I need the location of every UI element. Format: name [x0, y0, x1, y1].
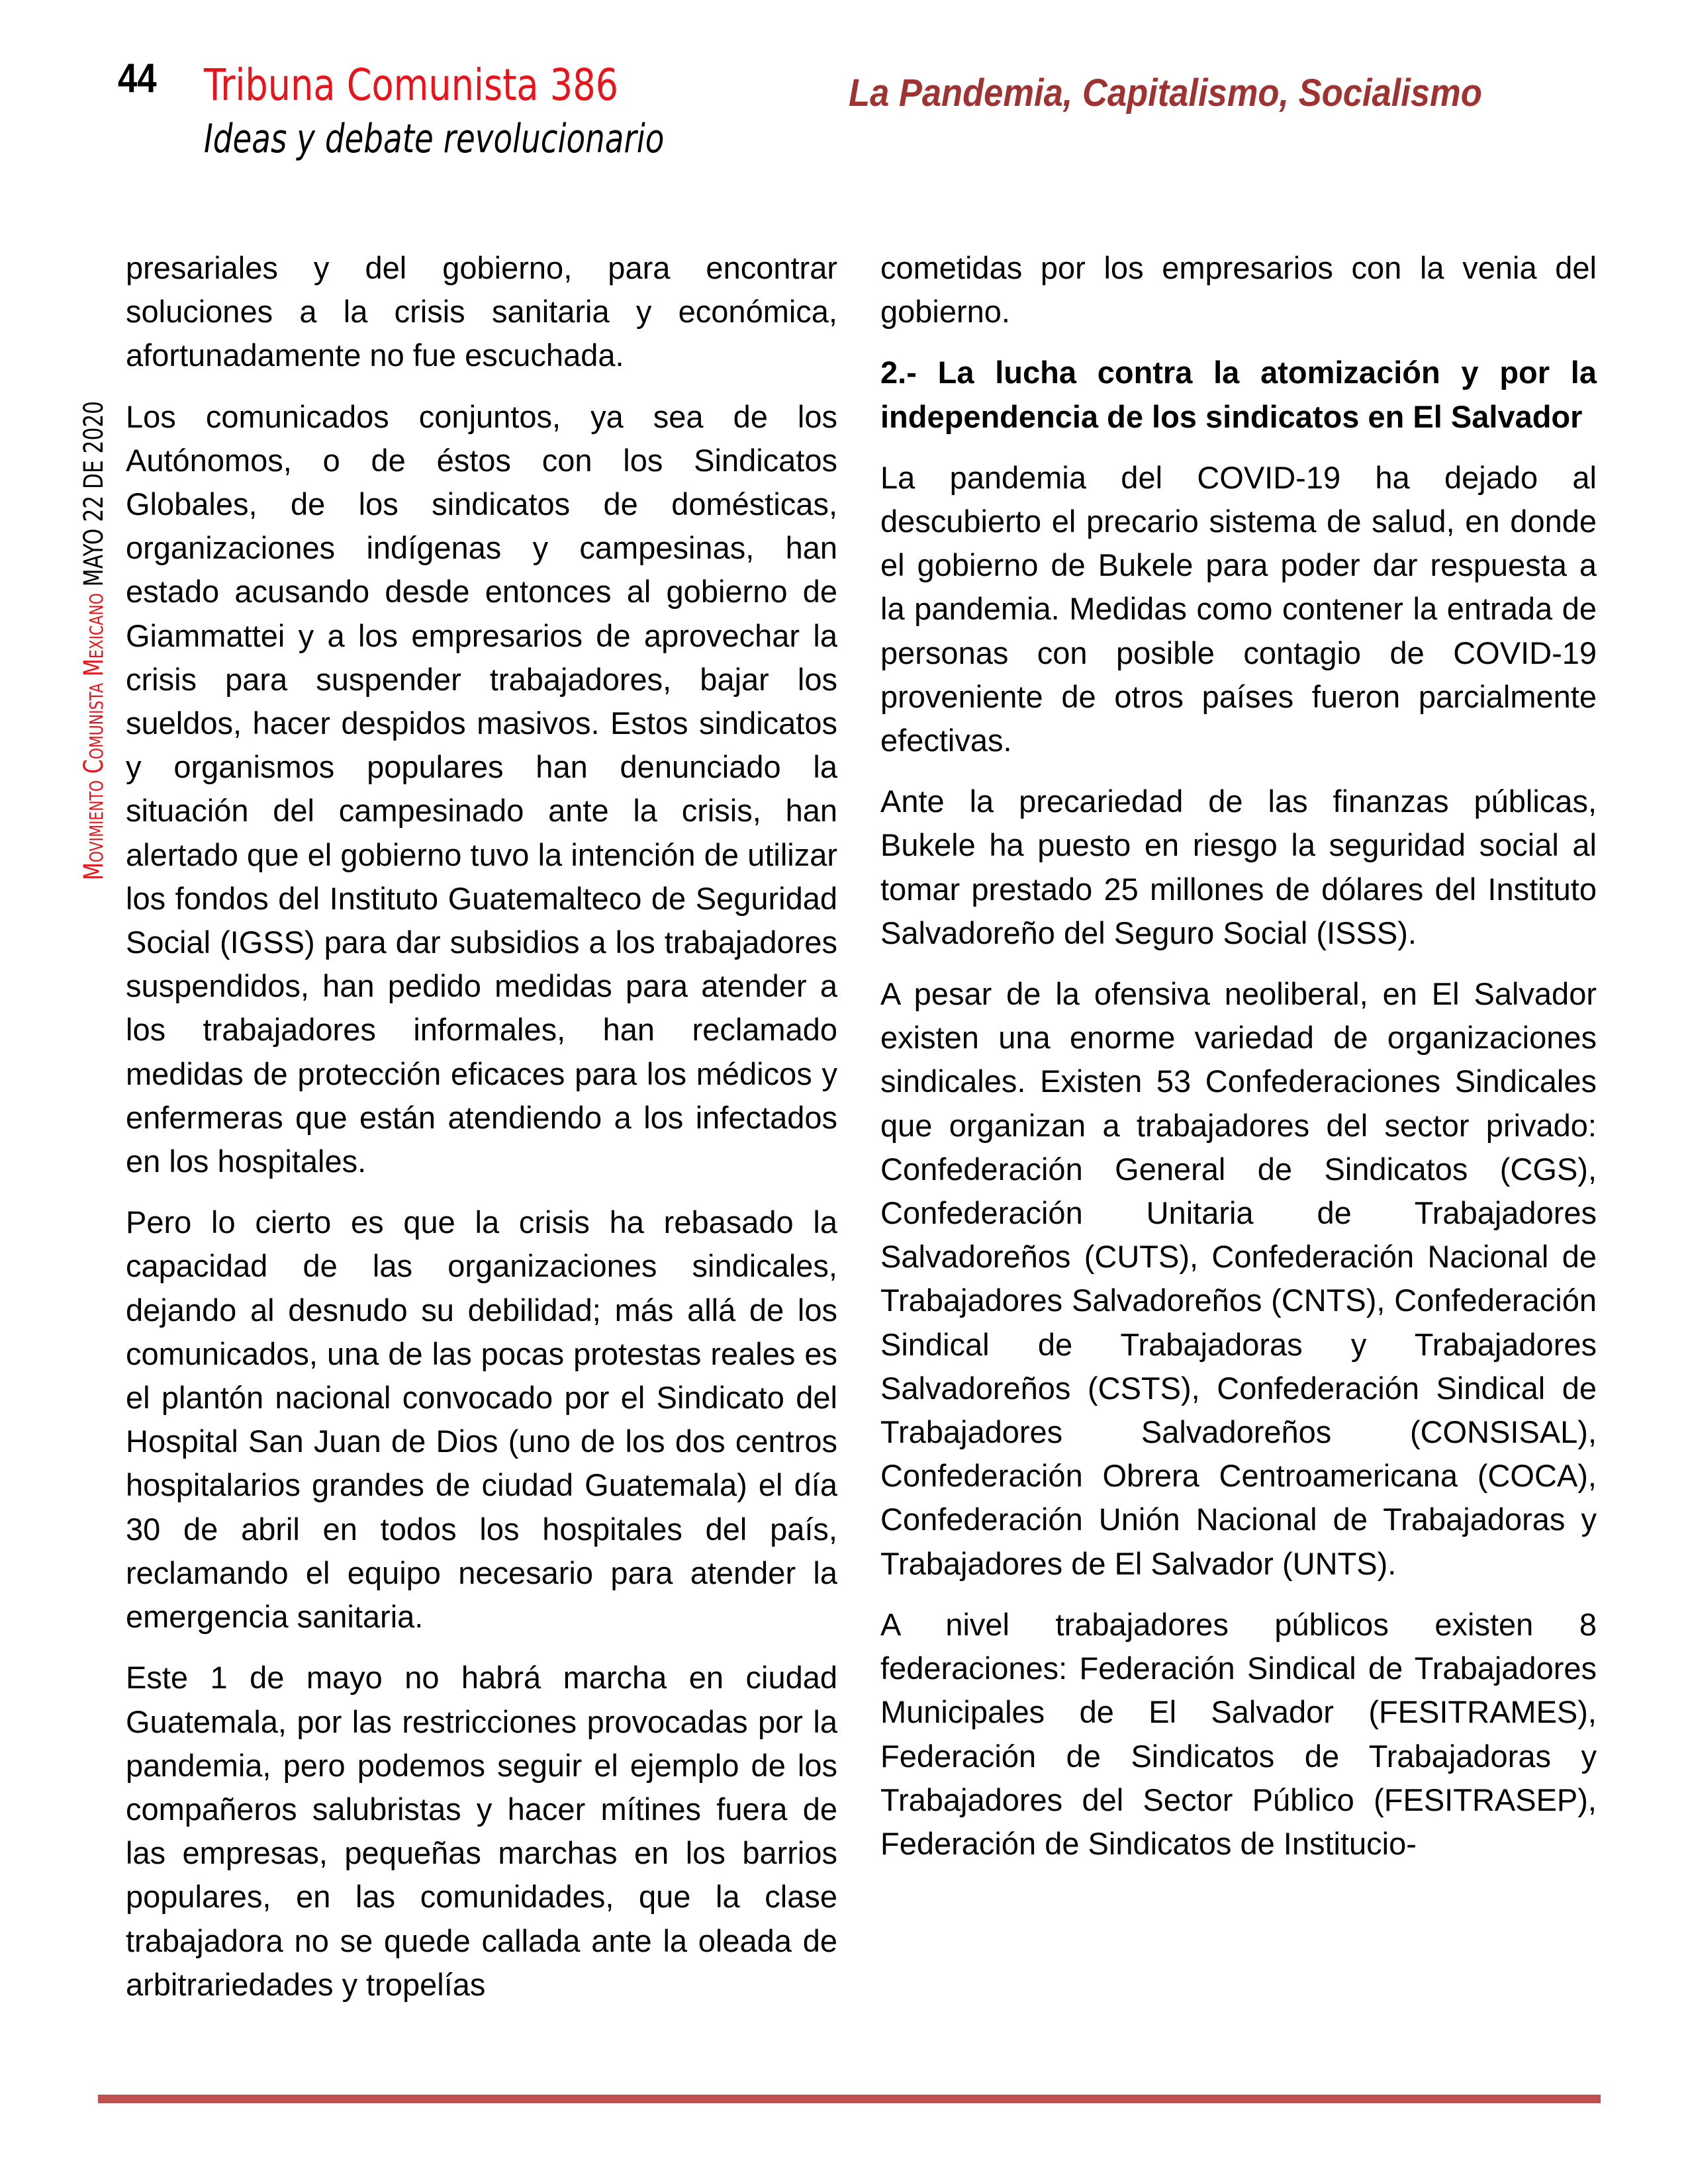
paragraph: A pesar de la ofensiva neoliberal, en El Salvador existen una enorme variedad de organizaciones sindicales. Existen 53 Confederaciones Sindicales que organizan a trabajadores del sector privado: Confederación General de Sindicatos (CGS), Confederación Unitaria de Trabajadores Salvadoreños (CUTS), Confederación Nacional de Trabajadores Salvadoreños (CNTS), Confederación Sindical de Trabajadoras y Trabajadores Salvadoreños (CSTS), Confederación Sindical de Trabajadores Salvadoreños (CONSISAL), Confederación Obrera Centroamericana (COCA), Confederación Unión Nacional de Trabajadoras y Trabajadores de El Salvador (UNTS).	[880, 976, 1597, 1581]
magazine-title: Tribuna Comunista 386	[204, 60, 619, 111]
section-title: La Pandemia, Capitalismo, Socialismo	[849, 71, 1482, 114]
issue-date: MAYO 22 DE 2020	[79, 400, 109, 587]
paragraph: A nivel trabajadores públicos existen 8 federaciones: Federación Sindical de Trabajadores Municipales de El Salvador (FESITRAMES), Federación de Sindicatos de Trabajadoras y Trabajadores del Sector Público (FESITRASEP), Federación de Sindicatos de Institucio-	[880, 1606, 1597, 1861]
magazine-subtitle: Ideas y debate revolucionario	[204, 116, 665, 162]
paragraph: Pero lo cierto es que la crisis ha rebasado la capacidad de las organizaciones sindicales, dejando al desnudo su debilidad; más allá de los comunicados, una de las pocas protestas reales es el plantón nacional convocado por el Sindicato del Hospital San Juan de Dios (uno de los dos centros hospitalarios grandes de ciudad Guatemala) el día 30 de abril en todos los hospitales del país, reclamando el equipo necesario para atender la emergencia sanitaria.	[126, 1205, 837, 1635]
section-heading: 2.- La lucha contra la atomización y por la independencia de los sindicatos en El Salvador	[880, 355, 1597, 434]
paragraph: Los comunicados conjuntos, ya sea de los Autónomos, o de éstos con los Sindicatos Globales, de los sindicatos de domésticas, organizaciones indígenas y campesinas, han estado acusando desde entonces al gobierno de Giammattei y a los empresarios de aprovechar la crisis para suspender trabajadores, bajar los sueldos, hacer despidos masivos. Estos sindicatos y organismos populares han denunciado la situación del campesinado ante la crisis, han alertado que el gobierno tuvo la intención de utilizar los fondos del Instituto Guatemalteco de Seguridad Social (IGSS) para dar subsidios a los trabajadores suspendidos, han pedido medidas para atender a los trabajadores informales, han reclamado medidas de protección eficaces para los médicos y enfermeras que están atendiendo a los infectados en los hospitales.	[126, 398, 837, 1179]
side-running-label	[78, 266, 110, 880]
left-column	[126, 246, 837, 2024]
page-number: 44	[118, 56, 157, 101]
organization-name: Movimiento Comunista Mexicano	[79, 593, 109, 880]
right-column	[880, 246, 1597, 1883]
paragraph: Este 1 de mayo no habrá marcha en ciudad Guatemala, por las restricciones provocadas por la pandemia, pero podemos seguir el ejemplo de los compañeros salubristas y hacer mítines fuera de las empresas, pequeñas marchas en los barrios populares, en las comunidades, que la clase trabajadora no se quede callada ante la oleada de arbitrariedades y tropelías	[126, 1660, 837, 2002]
paragraph: La pandemia del COVID-19 ha dejado al descubierto el precario sistema de salud, en donde el gobierno de Bukele para poder dar respuesta a la pandemia. Medidas como contener la entrada de personas con posible contagio de COVID-19 proveniente de otros países fueron parcialmente efectivas.	[880, 459, 1597, 758]
footer-divider	[98, 2095, 1601, 2103]
paragraph: presariales y del gobierno, para encontrar soluciones a la crisis sanitaria y económica, afortunadamente no fue escuchada.	[126, 250, 837, 373]
paragraph: cometidas por los empresarios con la venia del gobierno.	[880, 250, 1597, 330]
paragraph: Ante la precariedad de las finanzas públicas, Bukele ha puesto en riesgo la seguridad social al tomar prestado 25 millones de dólares del Instituto Salvadoreño del Seguro Social (ISSS).	[880, 784, 1597, 950]
